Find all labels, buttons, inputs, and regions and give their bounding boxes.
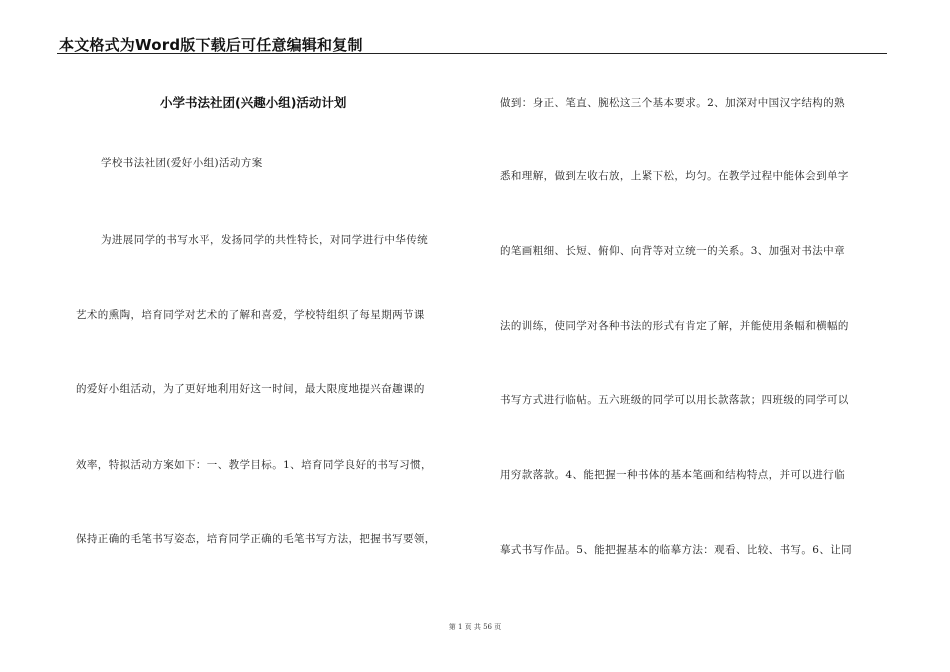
document-subtitle: 学校书法社团(爱好小组)活动方案 xyxy=(101,157,263,169)
page-number: 第 1 页 共 56 页 xyxy=(448,623,502,631)
body-line-right: 用穷款落款。4、能把握一种书体的基本笔画和结构特点，并可以进行临 xyxy=(500,469,845,481)
body-line-right: 悉和理解，做到左收右放，上紧下松，均匀。在教学过程中能体会到单字 xyxy=(500,170,849,182)
body-line-left: 的爱好小组活动，为了更好地利用好这一时间，最大限度地提兴奋趣课的 xyxy=(76,383,425,395)
body-line-right: 的笔画粗细、长短、俯仰、向背等对立统一的关系。3、加强对书法中章 xyxy=(500,245,845,257)
body-line-left: 艺术的熏陶，培育同学对艺术的了解和喜爱，学校特组织了每星期两节课 xyxy=(76,309,425,321)
body-line-right: 摹式书写作品。5、能把握基本的临摹方法：观看、比较、书写。6、让同 xyxy=(500,544,853,556)
body-line-left: 保持正确的毛笔书写姿态，培育同学正确的毛笔书写方法，把握书写要领， xyxy=(76,533,436,545)
header-divider xyxy=(57,53,887,54)
body-line-left: 效率，特拟活动方案如下：一、教学目标。1、培育同学良好的书写习惯， xyxy=(76,459,432,471)
body-line-right: 做到：身正、笔直、腕松这三个基本要求。2、加深对中国汉字结构的熟 xyxy=(500,97,845,109)
document-title: 小学书法社团(兴趣小组)活动计划 xyxy=(160,95,347,110)
body-line-right: 法的训练，使同学对各种书法的形式有肯定了解，并能使用条幅和横幅的 xyxy=(500,320,849,332)
download-banner-title: 本文格式为Word版下载后可任意编辑和复制 xyxy=(59,36,363,54)
body-line-right: 书写方式进行临帖。五六班级的同学可以用长款落款；四班级的同学可以 xyxy=(500,394,849,406)
body-line-left: 为进展同学的书写水平，发扬同学的共性特长，对同学进行中华传统 xyxy=(101,234,428,246)
